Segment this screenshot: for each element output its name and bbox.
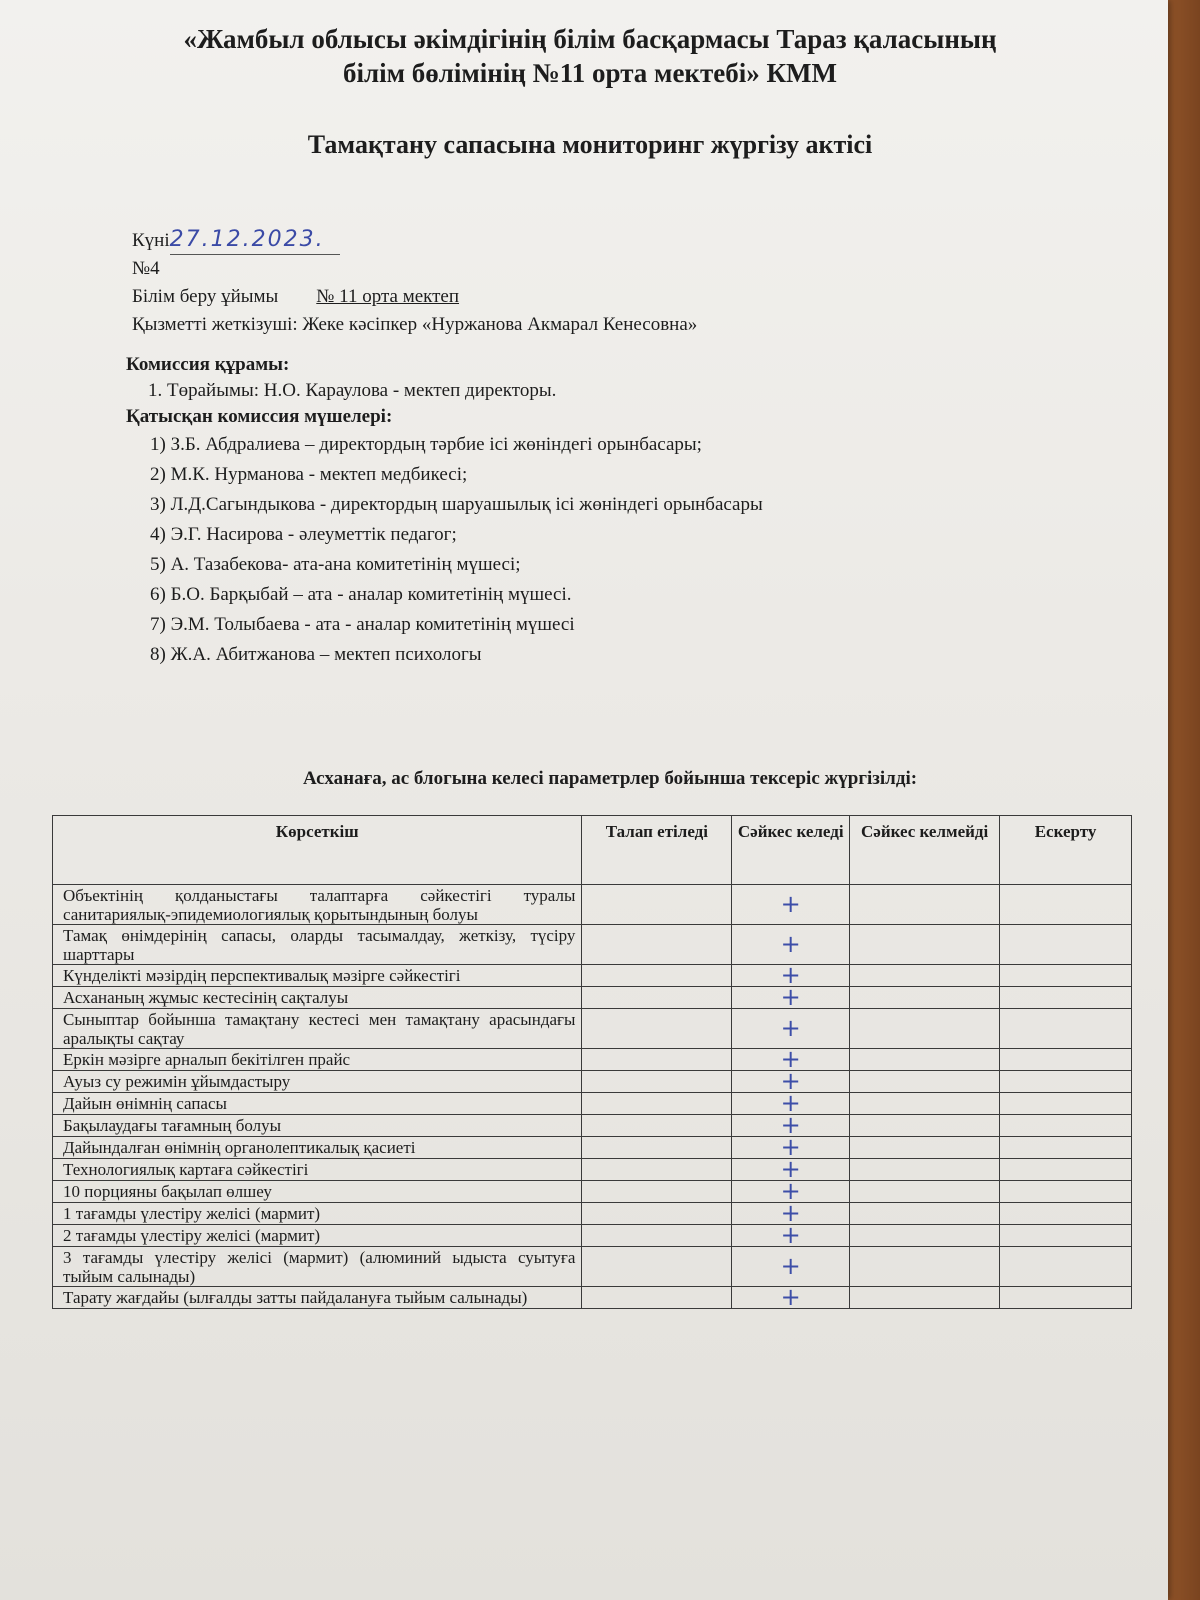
cell-required [582, 1137, 732, 1159]
cell-note [1000, 1203, 1132, 1225]
act-number: №4 [132, 258, 160, 279]
cell-indicator: Күнделікті мәзірдің перспективалық мәзірге сәйкестігі [53, 965, 582, 987]
cell-required [582, 1225, 732, 1247]
cell-note [1000, 1181, 1132, 1203]
cell-noncompliant [850, 1071, 1000, 1093]
cell-indicator: Сыныптар бойынша тамақтану кестесі мен тамақтану арасындағы аралықты сақтау [53, 1009, 582, 1049]
cell-note [1000, 1009, 1132, 1049]
cell-noncompliant [850, 1225, 1000, 1247]
header-indicator: Көрсеткіш [53, 816, 582, 885]
table-row [53, 1203, 1132, 1225]
table-row [53, 925, 1132, 965]
header-note: Ескерту [1000, 816, 1132, 885]
cell-note [1000, 1093, 1132, 1115]
cell-required [582, 1115, 732, 1137]
cell-indicator: Ауыз су режимін ұйымдастыру [53, 1071, 582, 1093]
table-row [53, 1181, 1132, 1203]
cell-required [582, 1049, 732, 1071]
member-item: 8) Ж.А. Абитжанова – мектеп психологы [150, 644, 482, 665]
organization-row [132, 283, 1032, 311]
cell-noncompliant [850, 885, 1000, 925]
cell-required [582, 925, 732, 965]
cell-noncompliant [850, 1049, 1000, 1071]
cell-note [1000, 1159, 1132, 1181]
member-item: 6) Б.О. Барқыбай – ата - аналар комитетінің мүшесі. [150, 584, 572, 605]
cell-noncompliant [850, 1009, 1000, 1049]
cell-compliant-mark: + [732, 1049, 850, 1071]
table-row [53, 885, 1132, 925]
cell-compliant-mark: + [732, 1203, 850, 1225]
inspection-table [52, 815, 1132, 1309]
organization-label: Білім беру ұйымы [132, 286, 279, 307]
cell-noncompliant [850, 965, 1000, 987]
header-compliant: Сәйкес келеді [732, 816, 850, 885]
date-value-handwritten: 27.12.2023. [170, 226, 340, 255]
cell-noncompliant [850, 1159, 1000, 1181]
date-label: Күні [132, 230, 170, 251]
cell-required [582, 1287, 732, 1309]
cell-indicator: Тамақ өнімдерінің сапасы, оларды тасымалдау, жеткізу, түсіру шарттары [53, 925, 582, 965]
cell-indicator: Дайын өнімнің сапасы [53, 1093, 582, 1115]
cell-required [582, 987, 732, 1009]
cell-note [1000, 1049, 1132, 1071]
commission-chair: 1. Төрайымы: Н.О. Караулова - мектеп директоры. [148, 380, 557, 401]
cell-noncompliant [850, 1287, 1000, 1309]
table-row [53, 1093, 1132, 1115]
cell-compliant-mark: + [732, 1009, 850, 1049]
table-header-row [53, 816, 1132, 885]
header-required: Талап етіледі [582, 816, 732, 885]
cell-required [582, 965, 732, 987]
member-item: 4) Э.Г. Насирова - әлеуметтік педагог; [150, 524, 457, 545]
cell-noncompliant [850, 1247, 1000, 1287]
cell-indicator: Еркін мәзірге арналып бекітілген прайс [53, 1049, 582, 1071]
cell-required [582, 1181, 732, 1203]
cell-compliant-mark: + [732, 1181, 850, 1203]
member-item: 5) А. Тазабекова- ата-ана комитетінің мүшесі; [150, 554, 521, 575]
cell-note [1000, 1247, 1132, 1287]
cell-indicator: Тарату жағдайы (ылғалды затты пайдалануға тыйым салынады) [53, 1287, 582, 1309]
table-row [53, 1049, 1132, 1071]
cell-compliant-mark: + [732, 1115, 850, 1137]
table-row [53, 1071, 1132, 1093]
cell-indicator: Объектінің қолданыстағы талаптарға сәйкестігі туралы санитариялық-эпидемиологиялық қорытындының болуы [53, 885, 582, 925]
table-row [53, 1287, 1132, 1309]
cell-indicator: 3 тағамды үлестіру желісі (мармит) (алюминий ыдыста суытуға тыйым салынады) [53, 1247, 582, 1287]
cell-note [1000, 1225, 1132, 1247]
cell-indicator: 1 тағамды үлестіру желісі (мармит) [53, 1203, 582, 1225]
cell-compliant-mark: + [732, 1071, 850, 1093]
act-meta [132, 226, 1032, 339]
cell-compliant-mark: + [732, 885, 850, 925]
cell-noncompliant [850, 1137, 1000, 1159]
cell-required [582, 1071, 732, 1093]
table-row [53, 1009, 1132, 1049]
commission-block [126, 352, 1126, 670]
act-title: Тамақтану сапасына мониторинг жүргізу актісі [307, 130, 873, 159]
cell-note [1000, 885, 1132, 925]
members-list [126, 430, 1126, 670]
cell-noncompliant [850, 987, 1000, 1009]
cell-compliant-mark: + [732, 1137, 850, 1159]
cell-compliant-mark: + [732, 1093, 850, 1115]
cell-compliant-mark: + [732, 1159, 850, 1181]
cell-compliant-mark: + [732, 1287, 850, 1309]
table-row [53, 1247, 1132, 1287]
table-row [53, 1137, 1132, 1159]
cell-required [582, 1159, 732, 1181]
cell-note [1000, 1287, 1132, 1309]
cell-indicator: Дайындалған өнімнің органолептикалық қасиеті [53, 1137, 582, 1159]
member-item: 7) Э.М. Толыбаева - ата - аналар комитетінің мүшесі [150, 614, 575, 635]
cell-note [1000, 1071, 1132, 1093]
cell-compliant-mark: + [732, 965, 850, 987]
organization-title-line-1: «Жамбыл облысы әкімдігінің білім басқармасы Тараз қаласының [183, 24, 997, 54]
table-row [53, 1159, 1132, 1181]
cell-note [1000, 1115, 1132, 1137]
cell-note [1000, 925, 1132, 965]
organization-title [80, 22, 1100, 90]
table-body [53, 885, 1132, 1309]
inspection-table-wrapper [52, 815, 1132, 1309]
cell-noncompliant [850, 1115, 1000, 1137]
cell-indicator: Технологиялық картаға сәйкестігі [53, 1159, 582, 1181]
cell-required [582, 885, 732, 925]
cell-note [1000, 965, 1132, 987]
cell-required [582, 1247, 732, 1287]
cell-indicator: Асхананың жұмыс кестесінің сақталуы [53, 987, 582, 1009]
cell-required [582, 1203, 732, 1225]
cell-indicator: 10 порцияны бақылап өлшеу [53, 1181, 582, 1203]
supplier-row: Қызметті жеткізуші: Жеке кәсіпкер «Нуржанова Акмарал Кенесовна» [132, 314, 698, 335]
cell-compliant-mark: + [732, 987, 850, 1009]
cell-required [582, 1093, 732, 1115]
cell-compliant-mark: + [732, 1247, 850, 1287]
cell-noncompliant [850, 1181, 1000, 1203]
table-row [53, 987, 1132, 1009]
cell-indicator: 2 тағамды үлестіру желісі (мармит) [53, 1225, 582, 1247]
cell-note [1000, 1137, 1132, 1159]
cell-compliant-mark: + [732, 925, 850, 965]
cell-noncompliant [850, 1203, 1000, 1225]
table-row [53, 1225, 1132, 1247]
header-noncompliant: Сәйкес келмейді [850, 816, 1000, 885]
cell-noncompliant [850, 1093, 1000, 1115]
cell-noncompliant [850, 925, 1000, 965]
cell-compliant-mark: + [732, 1225, 850, 1247]
date-row [132, 226, 1032, 255]
cell-indicator: Бақылаудағы тағамның болуы [53, 1115, 582, 1137]
commission-heading: Комиссия құрамы: [126, 354, 290, 375]
members-heading: Қатысқан комиссия мүшелері: [126, 406, 393, 427]
organization-title-line-2: білім бөлімінің №11 орта мектебі» КММ [342, 58, 838, 88]
member-item: 1) З.Б. Абдралиева – директордың тәрбие ісі жөніндегі орынбасары; [150, 434, 702, 455]
table-row [53, 1115, 1132, 1137]
cell-note [1000, 987, 1132, 1009]
organization-value: № 11 орта мектеп [316, 286, 460, 307]
cell-required [582, 1009, 732, 1049]
table-row [53, 965, 1132, 987]
member-item: 3) Л.Д.Сагындыкова - директордың шаруашылық ісі жөніндегі орынбасары [150, 494, 763, 515]
member-item: 2) М.К. Нурманова - мектеп медбикесі; [150, 464, 468, 485]
inspection-section-title: Асханаға, ас блогына келесі параметрлер бойынша тексеріс жүргізілді: [302, 768, 918, 789]
